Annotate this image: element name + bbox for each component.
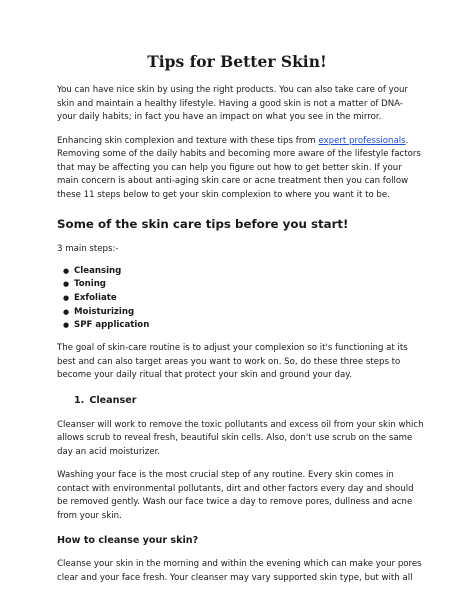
heading-number: 1. [74,394,85,406]
list-item [63,292,425,306]
bullet-icon: ● [63,280,70,289]
heading-text: Cleanser [89,394,137,406]
bullet-icon: ● [63,293,70,302]
bullet-icon: ● [63,266,70,275]
list-item [63,265,425,279]
washing-paragraph: Washing your face is the most crucial step of any routine. Every skin comes in contact with environmental pollutants, dirt and other factors every day and should be removed gently. Wash our face twice a day to remove pores, dullness and acne from your skin. [57,470,414,521]
goal-paragraph: The goal of skin-care routine is to adjust your complexion so it's functioning at its best and can also target areas you want to work on. So, do these three steps to become your daily ritual that protect your skin and ground your day. [57,343,408,381]
last-paragraph: Cleanse your skin in the morning and within the evening which can make your pores clear and your face fresh. Your cleanser may vary supported skin type, but with all [57,559,422,583]
intro-paragraph: You can have nice skin by using the right products. You can also take care of your skin and maintain a healthy lifestyle. Having a good skin is not a matter of DNA- your daily habits; in fact you have an impact on what you see in the mirror. [57,85,408,122]
document-title: Tips for Better Skin! [147,52,327,71]
list-item [63,319,425,333]
step-label: Moisturizing [74,306,135,317]
document-body [57,84,425,585]
enhancing-text-before-link: Enhancing skin complexion and texture with these tips from [57,135,319,146]
bullet-icon: ● [63,307,70,316]
step-label: Toning [74,279,106,290]
step-label: Cleansing [74,265,122,276]
cleanser-paragraph: Cleanser will work to remove the toxic pollutants and excess oil from your skin which allows scrub to reveal fresh, beautiful skin cells. Also, don't use scrub on the same day an acid moisturizer. [57,419,424,457]
section-heading: Some of the skin care tips before you start! [57,217,349,231]
step-label: SPF application [74,320,150,331]
enhancing-paragraph [57,135,425,203]
bullet-icon: ● [63,321,70,330]
steps-list [57,265,425,334]
expert-professionals-link[interactable]: expert professionals [318,135,406,146]
how-to-heading: How to cleanse your skin? [57,535,199,547]
step-label: Exfoliate [74,292,117,303]
steps-intro: 3 main steps:- [57,244,119,254]
enhancing-text-after-link: . Removing some of the daily habits and becoming more aware of the lifestyle factors that may be affecting you can help you figure out how to get better skin. If your main concern is about anti-aging skin care or acne treatment then you can follow these 11 steps below to get your skin complexion to where you want it to be. [57,135,421,200]
list-item [63,278,425,292]
numbered-heading-cleanser [57,394,425,408]
list-item [63,306,425,320]
